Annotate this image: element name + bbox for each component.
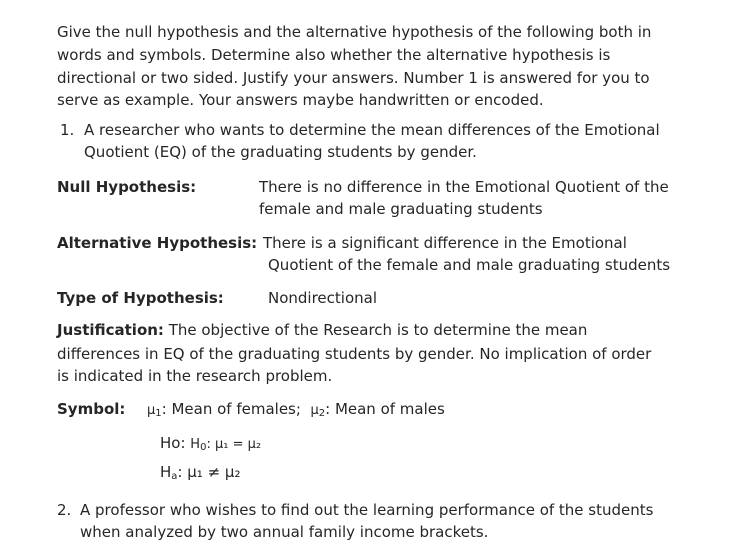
subscript: a bbox=[171, 471, 178, 482]
symbol-label: Symbol: bbox=[57, 400, 126, 418]
mu1-desc: : Mean of females; bbox=[161, 400, 301, 418]
h-symbol: H bbox=[190, 437, 201, 452]
subscript: 0 bbox=[200, 442, 207, 453]
justification-label: Justification: bbox=[57, 321, 164, 339]
subscript: 1 bbox=[155, 408, 162, 419]
alt-text: There is a significant difference in the Emotional bbox=[263, 234, 627, 252]
null-label: Null Hypothesis: bbox=[57, 178, 197, 196]
mu-symbol: μ bbox=[310, 403, 319, 418]
item-text: A professor who wishes to find out the learning performance of the students bbox=[80, 501, 654, 519]
justification-line bbox=[57, 320, 587, 340]
item-number: 2. bbox=[57, 501, 72, 519]
alt-label: Alternative Hypothesis: bbox=[57, 234, 258, 252]
item-text: A researcher who wants to determine the mean differences of the Emotional bbox=[84, 121, 660, 139]
null-text: female and male graduating students bbox=[259, 200, 543, 218]
intro-line: Give the null hypothesis and the alternative hypothesis of the following both in bbox=[57, 23, 652, 41]
intro-line: serve as example. Your answers maybe handwritten or encoded. bbox=[57, 91, 544, 109]
subscript: 2 bbox=[318, 408, 326, 419]
null-text: There is no difference in the Emotional Quotient of the bbox=[259, 178, 669, 196]
mu-symbol: μ bbox=[147, 403, 156, 418]
justification-text: differences in EQ of the graduating students by gender. No implication of order bbox=[57, 345, 652, 363]
ha-expression: : μ₁ ≠ μ₂ bbox=[177, 463, 241, 481]
mu2-desc: : Mean of males bbox=[325, 400, 445, 418]
justification-text: is indicated in the research problem. bbox=[57, 367, 333, 385]
h0-prefix: Ho: bbox=[160, 434, 186, 452]
h0-expression: : μ₁ = μ₂ bbox=[206, 437, 262, 452]
intro-line: words and symbols. Determine also whether the alternative hypothesis is bbox=[57, 46, 611, 64]
h-symbol: H bbox=[160, 463, 172, 481]
type-label: Type of Hypothesis: bbox=[57, 289, 224, 307]
type-value: Nondirectional bbox=[268, 289, 377, 307]
alt-text: Quotient of the female and male graduating students bbox=[268, 256, 671, 274]
symbol-definitions bbox=[147, 399, 445, 424]
ha-formula bbox=[160, 462, 240, 487]
intro-line: directional or two sided. Justify your answers. Number 1 is answered for you to bbox=[57, 69, 650, 87]
item-text: when analyzed by two annual family income brackets. bbox=[80, 523, 489, 541]
h0-formula bbox=[160, 433, 261, 458]
item-text: Quotient (EQ) of the graduating students by gender. bbox=[84, 143, 477, 161]
item-number: 1. bbox=[60, 121, 75, 139]
justification-text: The objective of the Research is to determine the mean bbox=[168, 321, 588, 339]
